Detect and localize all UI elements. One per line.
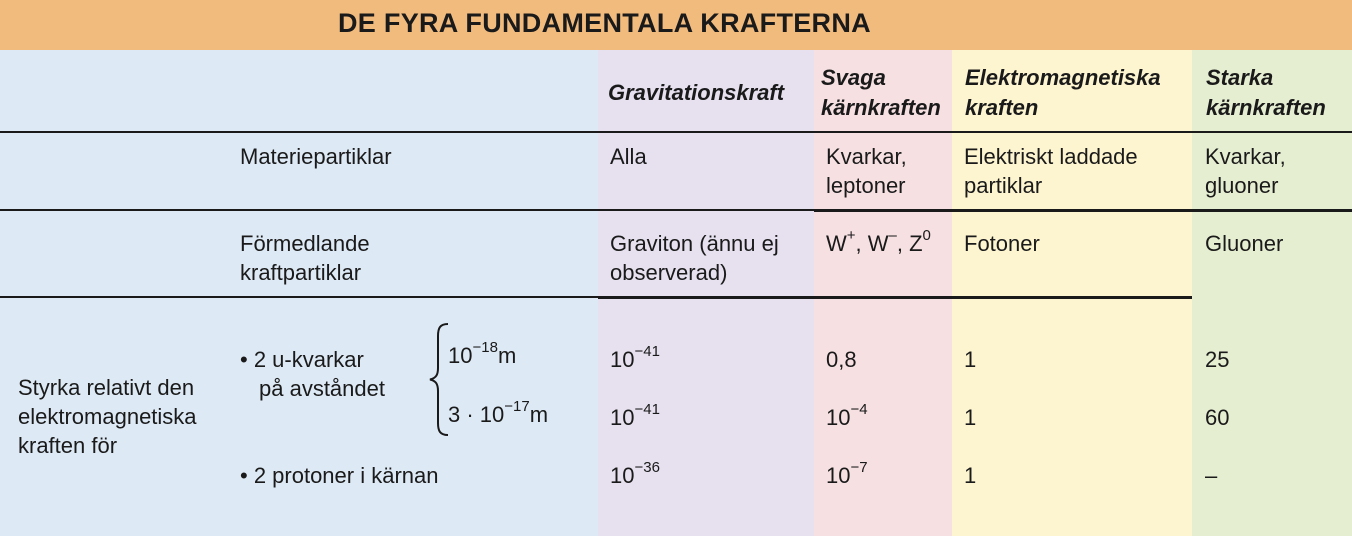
matter-gravitation: Alla <box>610 144 647 169</box>
matter-weak-line2: leptoner <box>826 173 906 198</box>
strength-grav-3-base: 10 <box>610 463 635 488</box>
weak-sep1: , W <box>855 231 889 256</box>
strength-weak-3-base: 10 <box>826 463 851 488</box>
carriers-grav-line2: observerad) <box>610 260 728 285</box>
row-label-strength <box>18 373 197 460</box>
weak-w: W <box>826 231 847 256</box>
row-divider-1-bold <box>814 209 1352 212</box>
header-strong-line2: kärnkraften <box>1206 95 1326 120</box>
distance-2-exp: −17 <box>504 397 530 415</box>
carriers-label-line1: Förmedlande <box>240 231 370 256</box>
strength-grav-3-exp: −36 <box>634 458 660 476</box>
matter-strong-line1: Kvarkar, <box>1205 144 1286 169</box>
strength-weak-3-exp: −7 <box>850 458 868 476</box>
strength-label-line2: elektromagnetiska <box>18 404 197 429</box>
quark-pair-line1: • 2 u-kvarkar <box>240 347 364 372</box>
row-label-carriers <box>240 229 370 287</box>
header-em-line1: Elektromagnetiska <box>965 65 1161 90</box>
matter-strong-line2: gluoner <box>1205 173 1279 198</box>
row-divider-1 <box>0 209 814 211</box>
row-divider-2-bold <box>598 296 1192 299</box>
strength-label-line1: Styrka relativt den <box>18 375 195 400</box>
strength-grav-2-exp: −41 <box>634 400 660 418</box>
distance-2 <box>448 397 549 429</box>
matter-strong <box>1205 142 1286 200</box>
carriers-electromagnetic: Fotoner <box>964 231 1040 256</box>
header-electromagnetic <box>965 63 1161 123</box>
strength-grav-1-base: 10 <box>610 347 635 372</box>
strength-em-3: 1 <box>964 463 977 488</box>
weak-sep2: , Z <box>896 231 923 256</box>
strength-strong-1: 25 <box>1205 347 1230 372</box>
strength-weak-2 <box>826 400 868 432</box>
distance-1-unit: m <box>497 343 517 368</box>
carriers-gravitation <box>610 229 779 287</box>
carriers-weak <box>826 226 931 258</box>
quark-pair-label <box>240 345 385 403</box>
strength-grav-2 <box>610 400 660 432</box>
strength-strong-3: – <box>1205 463 1218 488</box>
strength-em-1: 1 <box>964 347 977 372</box>
distance-2-prefix: 3 · 10 <box>448 402 505 427</box>
strength-grav-2-base: 10 <box>610 405 635 430</box>
header-weak-line2: kärnkraften <box>821 95 941 120</box>
matter-weak <box>826 142 907 200</box>
header-gravitation: Gravitationskraft <box>608 80 785 105</box>
header-strong-line1: Starka <box>1206 65 1274 90</box>
row-label-matter: Materiepartiklar <box>240 144 392 169</box>
header-weak-line1: Svaga <box>821 65 886 90</box>
matter-em-line2: partiklar <box>964 173 1043 198</box>
strength-label-line3: kraften för <box>18 433 118 458</box>
strength-grav-1-exp: −41 <box>634 342 660 360</box>
carriers-grav-line1: Graviton (ännu ej <box>610 231 779 256</box>
header-strong <box>1206 63 1326 123</box>
row-divider-2 <box>0 296 598 298</box>
carriers-strong: Gluoner <box>1205 231 1284 256</box>
strength-strong-2: 60 <box>1205 405 1230 430</box>
strength-grav-1 <box>610 342 660 374</box>
table-title: DE FYRA FUNDAMENTALA KRAFTERNA <box>338 8 871 38</box>
weak-z-zero: 0 <box>922 226 931 244</box>
header-em-line2: kraften <box>965 95 1039 120</box>
matter-electromagnetic <box>964 142 1138 200</box>
protons-label: • 2 protoner i kärnan <box>240 463 439 488</box>
strength-grav-3 <box>610 458 660 490</box>
weak-w-plus: + <box>846 226 856 244</box>
carriers-label-line2: kraftpartiklar <box>240 260 362 285</box>
strength-em-2: 1 <box>964 405 977 430</box>
distance-1 <box>448 338 517 370</box>
matter-em-line1: Elektriskt laddade <box>964 144 1138 169</box>
weak-w-minus: – <box>888 226 897 244</box>
distance-1-base: 10 <box>448 343 473 368</box>
strength-weak-1-base: 0,8 <box>826 347 857 372</box>
strength-weak-1 <box>826 345 857 374</box>
quark-pair-line2: på avståndet <box>259 376 385 401</box>
strength-weak-2-exp: −4 <box>850 400 868 418</box>
strength-weak-3 <box>826 458 868 490</box>
distance-2-unit: m <box>529 402 549 427</box>
matter-weak-line1: Kvarkar, <box>826 144 907 169</box>
header-weak <box>821 63 941 123</box>
strength-weak-2-base: 10 <box>826 405 851 430</box>
distance-1-exp: −18 <box>472 338 498 356</box>
header-divider <box>0 131 1352 133</box>
